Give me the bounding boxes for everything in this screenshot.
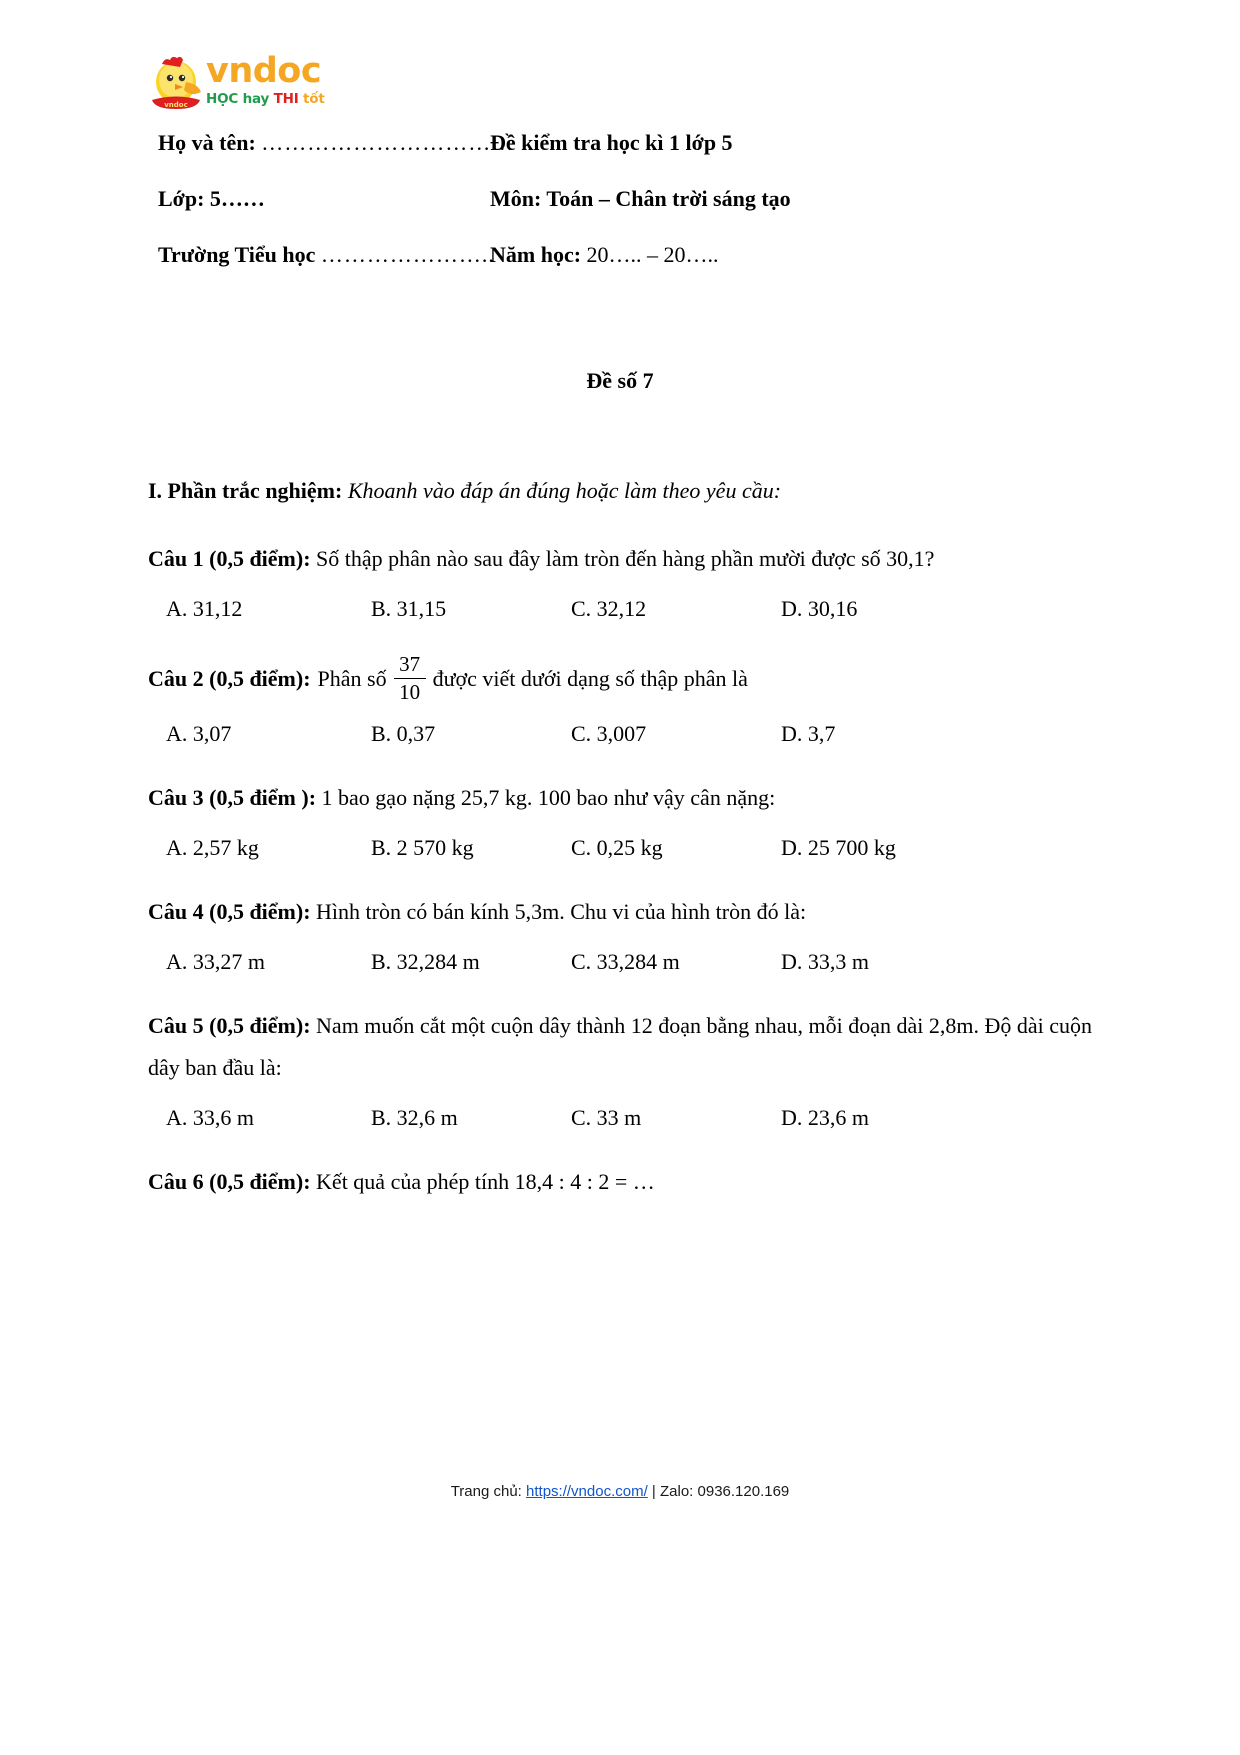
question-2-label: Câu 2 (0,5 điểm): — [148, 665, 311, 691]
student-name-field — [0, 130, 515, 156]
option-c[interactable]: C. 33,284 m — [571, 949, 680, 974]
exam-title-text: Đề kiểm tra học kì 1 lớp 5 — [490, 130, 733, 155]
question-4-label: Câu 4 (0,5 điểm): — [148, 899, 311, 924]
logo-word: vndoc — [206, 51, 322, 91]
student-name-value: …………………………… — [261, 130, 515, 155]
fraction-denominator: 10 — [399, 680, 421, 704]
fraction-37-over-10 — [394, 652, 426, 705]
subject-field — [490, 186, 1240, 212]
footer-prefix: Trang chủ: — [450, 1483, 527, 1500]
question-1-text: Số thập phân nào sau đây làm tròn đến hàng phần mười được số 30,1? — [316, 546, 935, 571]
option-a[interactable]: A. 2,57 kg — [166, 835, 259, 860]
option-a[interactable]: A. 31,12 — [166, 596, 243, 621]
school-field — [0, 242, 495, 268]
option-b[interactable]: B. 32,284 m — [371, 949, 480, 974]
option-c[interactable]: C. 33 m — [571, 1105, 642, 1130]
question-1 — [148, 538, 1092, 580]
fraction-numerator: 37 — [399, 652, 421, 676]
option-c[interactable]: C. 32,12 — [571, 596, 647, 621]
logo-wordmark — [206, 52, 376, 107]
exam-header — [0, 130, 1240, 298]
option-d[interactable]: D. 3,7 — [781, 721, 836, 746]
question-3-label: Câu 3 (0,5 điểm ): — [148, 785, 317, 810]
option-b[interactable]: B. 2 570 kg — [371, 835, 474, 860]
question-1-options — [148, 588, 1092, 630]
header-row-class — [0, 186, 1240, 242]
student-name-label: Họ và tên: — [158, 130, 256, 155]
footer-homepage-link[interactable]: https://vndoc.com/ — [526, 1483, 648, 1500]
question-6 — [148, 1161, 1092, 1203]
option-d[interactable]: D. 30,16 — [781, 596, 858, 621]
exam-body — [148, 470, 1092, 1211]
question-4-options — [148, 941, 1092, 983]
question-3-text: 1 bao gạo nặng 25,7 kg. 100 bao như vậy cân nặng: — [321, 785, 776, 810]
question-3-options — [148, 827, 1092, 869]
option-b[interactable]: B. 0,37 — [371, 721, 436, 746]
exam-title-field — [490, 130, 1240, 156]
class-field — [0, 186, 490, 212]
page-title: Đề số 7 — [586, 368, 654, 393]
option-a[interactable]: A. 33,6 m — [166, 1105, 254, 1130]
question-5-label: Câu 5 (0,5 điểm): — [148, 1013, 311, 1038]
option-b[interactable]: B. 31,15 — [371, 596, 447, 621]
class-label: Lớp: — [158, 186, 205, 211]
header-row-name — [0, 130, 1240, 186]
question-6-label: Câu 6 (0,5 điểm): — [148, 1169, 311, 1194]
question-2-text-before: Phân số — [317, 665, 387, 691]
school-label: Trường Tiểu học — [158, 242, 316, 267]
question-5 — [148, 1005, 1092, 1089]
option-a[interactable]: A. 33,27 m — [166, 949, 265, 974]
tagline-hay: hay — [242, 91, 270, 107]
question-2-text-after: được viết dưới dạng số thập phân là — [432, 665, 748, 691]
tagline-hoc: HỌC — [206, 91, 239, 107]
page-footer — [0, 1483, 1240, 1500]
question-4-text: Hình tròn có bán kính 5,3m. Chu vi của hình tròn đó là: — [316, 899, 807, 924]
school-value: ………………….. — [320, 242, 495, 267]
school-year-label: Năm học: — [490, 242, 582, 267]
class-value: 5…… — [209, 186, 265, 211]
option-c[interactable]: C. 0,25 kg — [571, 835, 663, 860]
option-d[interactable]: D. 25 700 kg — [781, 835, 896, 860]
question-5-text: Nam muốn cắt một cuộn dây thành 12 đoạn bằng nhau, mỗi đoạn dài 2,8m. Độ dài cuộn dây ban đầu là: — [148, 1013, 1092, 1080]
school-year-field — [490, 242, 1240, 268]
chick-mascot-icon — [148, 54, 204, 112]
logo-tagline — [206, 91, 376, 107]
option-b[interactable]: B. 32,6 m — [371, 1105, 458, 1130]
question-1-label: Câu 1 (0,5 điểm): — [148, 546, 311, 571]
question-2 — [148, 652, 1092, 705]
option-d[interactable]: D. 23,6 m — [781, 1105, 869, 1130]
footer-suffix: | Zalo: 0936.120.169 — [647, 1483, 790, 1500]
option-c[interactable]: C. 3,007 — [571, 721, 647, 746]
question-2-options — [148, 713, 1092, 755]
subject-text: Môn: Toán – Chân trời sáng tạo — [490, 186, 791, 211]
option-a[interactable]: A. 3,07 — [166, 721, 232, 746]
section-heading-instruction: Khoanh vào đáp án đúng hoặc làm theo yêu cầu: — [347, 478, 782, 503]
option-d[interactable]: D. 33,3 m — [781, 949, 869, 974]
question-3 — [148, 777, 1092, 819]
question-5-options — [148, 1097, 1092, 1139]
section-heading-trac-nghiem — [148, 470, 1092, 512]
question-4 — [148, 891, 1092, 933]
section-heading-label: I. Phần trắc nghiệm: — [148, 478, 343, 503]
tagline-tot: tốt — [303, 91, 325, 107]
header-row-school — [0, 242, 1240, 298]
tagline-thi: THI — [273, 91, 299, 107]
question-6-text: Kết quả của phép tính 18,4 : 4 : 2 = … — [316, 1169, 655, 1194]
vndoc-logo — [148, 52, 378, 114]
school-year-value: 20….. – 20….. — [586, 242, 719, 267]
svg-text:vndoc: vndoc — [164, 101, 188, 109]
